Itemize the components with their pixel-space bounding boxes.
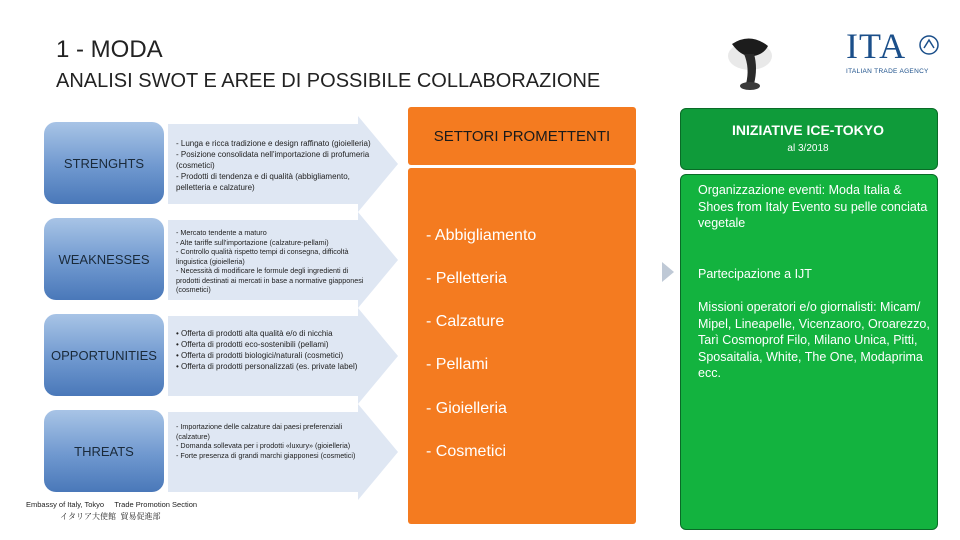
- swot-line: • Offerta di prodotti personalizzati (es. private label): [176, 362, 358, 371]
- ita-logo-text: ITA: [846, 26, 907, 66]
- swot-line: - Controllo qualità rispetto tempi di consegna, difficoltà linguistica (gioielleria): [176, 247, 349, 266]
- swot-line: • Offerta di prodotti alta qualità e/o di nicchia: [176, 329, 333, 338]
- sector-item-calzature: - Calzature: [426, 313, 505, 330]
- footer-line-1: Embassy of Italy, Tokyo Trade Promotion Section: [26, 500, 198, 509]
- swot-line: - Alte tariffe sull'importazione (calzature-pellami): [176, 237, 329, 247]
- swot-line: - Posizione consolidata nell'importazione di profumeria (cosmetici): [176, 150, 370, 170]
- sector-item-gioielleria: - Gioielleria: [426, 400, 507, 417]
- swot-text-opportunities: [176, 328, 372, 372]
- initiative-block-events: Organizzazione eventi: Moda Italia & Shoes from Italy Evento su pelle conciata vegetale: [698, 183, 928, 230]
- initiative-block-missions: Missioni operatori e/o giornalisti: Micam/ Mipel, Lineapelle, Vicenzaoro, Oroarezzo, Tarì Cosmoprof Filo, Milano Unica, Pitti, Sposaitalia, White, The One, Modaprima ecc.: [698, 300, 930, 380]
- swot-line: - Necessità di modificare le formule degli ingredienti di prodotti destinati ai mercati in base a normative giapponesi (cosmetici): [176, 266, 364, 294]
- sector-item-cosmetici: - Cosmetici: [426, 443, 507, 460]
- sector-item-abbigliamento: - Abbigliamento: [426, 227, 537, 244]
- swot-line: - Domanda sollevata per i prodotti «luxury» (gioielleria): [176, 441, 351, 450]
- initiative-block-ijt: Partecipazione a IJT: [698, 267, 812, 281]
- sectors-heading: SETTORI PROMETTENTI: [408, 107, 636, 165]
- initiatives-header: [680, 108, 938, 170]
- swot-line: - Prodotti di tendenza e di qualità (abbigliamento, pelletteria e calzature): [176, 172, 350, 192]
- chevron-right-icon: [662, 262, 674, 282]
- ita-logo: [846, 28, 942, 84]
- swot-text-threats: [176, 422, 372, 460]
- initiatives-heading: INIZIATIVE ICE-TOKYO: [732, 122, 884, 138]
- ita-logo-tagline: ITALIAN TRADE AGENCY: [846, 68, 929, 75]
- swot-label-opportunities: OPPORTUNITIES: [44, 314, 164, 396]
- fashion-hat-image: [724, 34, 776, 94]
- swot-line: - Forte presenza di grandi marchi giapponesi (cosmetici): [176, 450, 356, 460]
- swot-text-strengths: [176, 138, 372, 193]
- sector-item-pelletteria: - Pelletteria: [426, 270, 507, 287]
- swot-line: - Mercato tendente a maturo: [176, 228, 267, 237]
- footer-line-2: イタリア大使館 貿易促進部: [60, 512, 161, 521]
- swot-line: - Importazione delle calzature dai paesi preferenziali (calzature): [176, 422, 343, 441]
- sector-item-pellami: - Pellami: [426, 356, 489, 373]
- page-subtitle: ANALISI SWOT E AREE DI POSSIBILE COLLABORAZIONE: [56, 70, 601, 92]
- sectors-panel: [408, 168, 636, 524]
- swot-label-threats: THREATS: [44, 410, 164, 492]
- swot-line: • Offerta di prodotti eco-sostenibili (pellami): [176, 340, 329, 349]
- swot-line: - Lunga e ricca tradizione e design raffinato (gioielleria): [176, 139, 371, 148]
- swot-label-strengths: STRENGHTS: [44, 122, 164, 204]
- ita-mark-icon: [918, 34, 940, 56]
- swot-line: • Offerta di prodotti biologici/naturali (cosmetici): [176, 351, 344, 360]
- swot-label-weaknesses: WEAKNESSES: [44, 218, 164, 300]
- swot-text-weaknesses: [176, 228, 372, 295]
- initiatives-date: al 3/2018: [787, 143, 829, 154]
- page-title: 1 - MODA: [56, 36, 163, 63]
